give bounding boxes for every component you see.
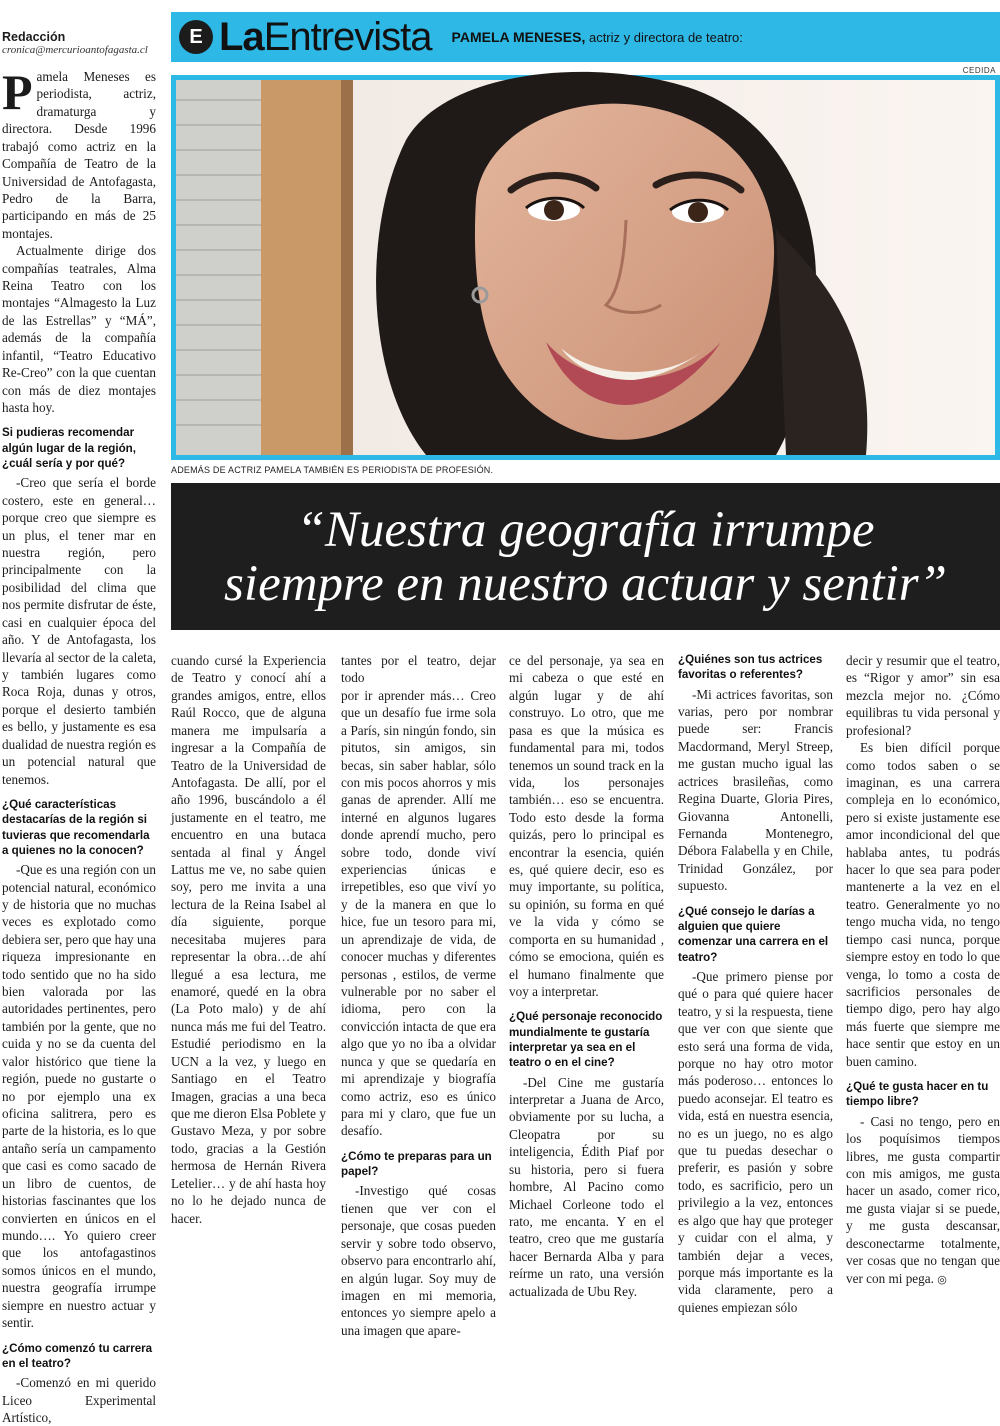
interviewee-role: actriz y directora de teatro:	[588, 30, 743, 45]
answer-preparation-head: -Investigo qué cosas tienen que ver con el personaje, que cosas pueden servir y sobre todo observo, observo para encontrarlo ahí, en algún lugar. Soy muy de imagen en mi memoria, entonces yo siempre apelo a una imagen que apare-	[341, 1183, 496, 1338]
section-header	[171, 12, 1000, 62]
dropcap: P	[2, 64, 33, 120]
answer-dream-role: -Del Cine me gustaría interpretar a Juana de Arco, obviamente por su lucha, a Cleopatra por su inteligencia, Édith Piaf por su historia, pero si fuera hombre, Al Pacino como Michael Corleone todo el rato, me encanta. Y en el teatro, creo que me gustaría hacer Bernarda Alba y para reírme un rato, una versión actualizada de Ubu Rey.	[509, 1074, 664, 1299]
headline-line-1: “Nuestra geografía irrumpe	[296, 501, 875, 558]
answer-advice-tail: decir y resumir que el teatro, es “Rigor y amor” sin esa mezcla mejor no. ¿Cómo equilibras tu vida personal y profesional?	[846, 653, 1000, 738]
answer-preparation-tail: ce del personaje, ya sea en mi cabeza o que esté en algún lugar y de ahí construyo. Lo otro, que me pasa es que la música es fundamental para mi, todos tenemos un sound track en la vida, los personajes también… eso se encuentra. Todo esto desde la forma quizás, pero lo principal es encontrar la esencia, quién es, qué quiere decir, eso es muy importante, su política, su opinión, su forma en qué ve la vida y cómo se comporta en su humanidad , cómo se emociona, quién es el humano finalmente que voy a interpretar.	[509, 653, 664, 1000]
headline-line-2: siempre en nuestro actuar y sentir”	[224, 555, 947, 612]
question-region-features: ¿Qué características destacarías de la región si tuvieras que recomendarla a quienes no la conocen?	[2, 797, 150, 857]
pull-quote-headline	[171, 483, 1000, 630]
answer-balance: Es bien difícil porque como todos saben o se imaginan, es una carrera compleja en lo económico, pero si existe justamente ese amor incondicional del que hablaba antes, tu podrás hacer lo que sea para poder mantenerte a la vez en el teatro. Generalmente yo no tengo mucha vida, no tengo tiempo casi nunca, porque siempre estoy en todo lo que venga, lo tomo a costa de sacrificios personales de tiempo digo, pero hay algo más fuerte que siempre me hace sentir que estoy en un buen camino.	[846, 740, 1000, 1069]
section-title-light: Entrevista	[263, 14, 432, 59]
question-recommend-place: Si pudieras recomendar algún lugar de la región, ¿cuál sería y por qué?	[2, 426, 136, 471]
section-badge-icon: E	[179, 20, 213, 54]
question-favorite-actresses: ¿Quiénes son tus actrices favoritas o referentes?	[678, 653, 823, 682]
section-title-bold: La	[219, 14, 264, 59]
column-4	[678, 652, 833, 1315]
answer-career-start-head: -Comenzó en mi querido Liceo Experimental Artístico,	[2, 1375, 156, 1425]
column-3	[509, 652, 664, 1299]
question-free-time: ¿Qué te gusta hacer en tu tiempo libre?	[846, 1080, 989, 1109]
answer-advice-head: -Que primero piense por qué o para qué quiere hacer teatro, y si la respuesta, tiene que ver con que siente que esto será una forma de vida, porque no hay otro motor más poderoso… entonces lo puedo aconsejar. El teatro es vida, está en nuestra esencia, no es un juego, no es algo que tu puedas desechar o preferir, es pasión y sobre todo, es sacrificio, pero un privilegio a la vez, entonces es algo que hay que proteger y cuidar con el alma, y también dejar a veces, porque más importante es la vida claramente, pero a quienes empiezan sólo	[678, 968, 833, 1315]
column-2	[341, 652, 496, 1338]
byline-author: Redacción	[2, 30, 66, 44]
answer-recommend-place: -Creo que sería el borde costero, este en general… porque creo que siempre es un plus, el tener mar en nuestra región, pero principalmente con la posibilidad del clima que nos permite disfrutar de éste, casi en cualquier época del año. Y de Antofagasta, los llevaría al sector de la caleta, y también lugares como Roca Roja, dunas y otros, porque el desierto también es bello, y justamente es esa dualidad de nuestra región es un potencial natural que tenemos.	[2, 475, 156, 787]
photo-caption: ADEMÁS DE ACTRIZ PAMELA TAMBIÉN ES PERIODISTA DE PROFESIÓN.	[171, 465, 494, 475]
column-5	[846, 652, 1000, 1286]
answer-challenge-first-line: tantes por el teatro, dejar todo	[341, 653, 496, 686]
answer-free-time: - Casi no tengo, pero en los poquísimos tiempos libres, me gusta compartir con mis amigos, me gusta hacer un asado, comer rico, me gusta viajar si se puede, y me gusta descansar, desconectarme totalmente, ver cosas que no tengan que ver con mi pega. ◎	[846, 1113, 1000, 1286]
question-dream-role: ¿Qué personaje reconocido mundialmente te gustaría interpretar ya sea en el teatro o en el cine?	[509, 1010, 663, 1070]
column-1	[171, 652, 326, 1226]
left-column	[2, 30, 156, 1425]
portrait-photo	[176, 80, 995, 455]
question-career-start: ¿Cómo comenzó tu carrera en el teatro?	[2, 1341, 153, 1370]
interviewee-line	[452, 29, 743, 45]
portrait-photo-frame	[171, 75, 1000, 460]
question-preparation: ¿Cómo te preparas para un papel?	[341, 1149, 492, 1179]
answer-region-features: -Que es una región con un potencial natural, económico y de historia que no muchas veces es explotado como debiera ser, pero que hay una riqueza impresionante en todo sentido que no ha sido bien valorada por las autoridades pertinentes, pero también por la gente, que no cuida y no se da cuenta del valor histórico que tiene la región, puede no gustarte o no por ejemplo una ex oficina salitrera, pero es parte de la historia, es lo que antaño sería un campamento que casi es como sacado de un libro de cuentos, de historias fascinantes que los convierten en únicos en el mundo…. Yo quiero creer que los antofagastinos somos únicos en el mundo, nuestra geografía irrumpe siempre en nuestro actuar y sentir.	[2, 862, 156, 1331]
intro-paragraph-1: Pamela Meneses es periodista, actriz, dramaturga y directora. Desde 1996 trabajó como actriz en la Compañía de Teatro de la Universidad de Antofagasta, Pedro de la Barra, participando en más de 25 montajes.	[2, 64, 156, 241]
interviewee-name: PAMELA MENESES,	[451, 29, 586, 45]
photo-credit: CEDIDA	[962, 66, 996, 75]
question-advice: ¿Qué consejo le darías a alguien que quiere comenzar una carrera en el teatro?	[678, 904, 829, 964]
end-mark-icon: ◎	[937, 1273, 947, 1286]
answer-favorite-actresses: -Mi actrices favoritas, son varias, pero por nombrar puede ser: Francis Macdormand, Meryl Streep, me gustan mucho igual las actrices brasileñas, como Regina Duarte, Gloria Pires, Giovanna Antonelli, Fernanda Montenegro, Débora Falabella y en Chile, Trinidad González, por supuesto.	[678, 686, 833, 894]
answer-challenge-tail: por ir aprender más… Creo que un desafío fue irme sola a París, sin ningún fondo, sin pitutos, sin amigos, sin becas, sin saber hablar, sólo con mis pocos ahorros y mis ganas de aprender. Allí me interné en algunos lugares donde aprendí mucho, pero sobre todo, donde viví experiencias únicas e irrepetibles, eso que viví yo y de la manera en que lo hice, fue un tesoro para mi, un aprendizaje de vida, de conocer muchas y diferentes personas , estilos, de verme vulnerable por no saber el idioma, pero con la convicción intacta de que era algo que yo no iba a olvidar nunca y que se quedaría en mi aprendizaje y biografía como actriz, eso es único para mi y claro, que fue un desafío.	[341, 687, 496, 1139]
portrait-illustration	[176, 80, 995, 455]
intro-paragraph-2: Actualmente dirige dos compañías teatrales, Alma Reina Teatro con los montajes “Almagesto la Luz de las Estrellas” y “MÁ”, además de la compañía infantil, “Teatro Educativo Re-Creo” con la que cuentan con más de diez montajes hasta hoy.	[2, 243, 156, 416]
answer-career-start-tail: cuando cursé la Experiencia de Teatro y conocí ahí a grandes amigos, entre, ellos Raúl Rocco, que de alguna manera me impulsaría a ingresar a la Compañía de Teatro de la Universidad de Antofagasta. De allí, por el año 1996, buscándolo a él justamente en el teatro, me encuentro en una butaca sentada al final y Ángel Lattus me ve, no sabe quien soy, pero me invita a una lectura de la Reina Isabel al día siguiente, porque necesitaba mujeres para representar la obra…de ahí llegué a esa lectura, me enamoré, quedé en la obra (La Poto malo) y de ahí nunca más me fui del Teatro. Estudié periodismo en la UCN a la vez, y luego en Santiago en el Teatro Imagen, gracias a una beca que me dieron Elsa Poblete y Gustavo Meza, y por sobre todo, gracias a la Gestión hermosa de Hernán Rivera Letelier… y de ahí hasta hoy no lo he dejado nunca de hacer.	[171, 653, 326, 1226]
byline-email[interactable]: cronica@mercurioantofagasta.cl	[2, 44, 148, 56]
